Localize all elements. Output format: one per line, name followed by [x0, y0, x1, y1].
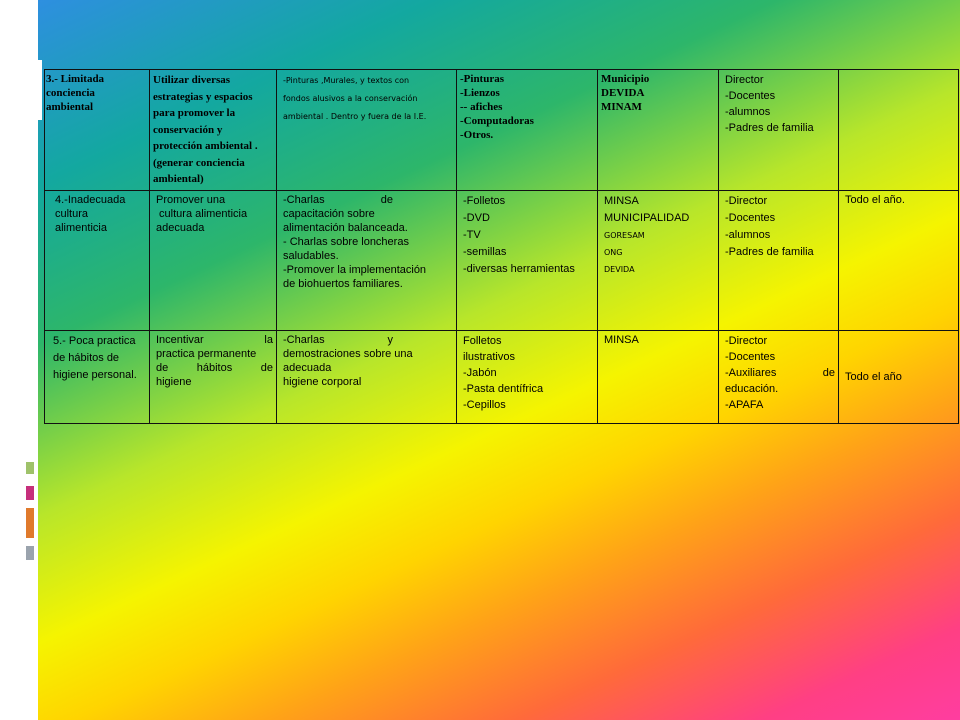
institutions-cell: MINSA: [598, 330, 719, 423]
deco-block-magenta: [26, 486, 34, 500]
responsible-cell: Director -Docentes -alumnos -Padres de familia: [719, 70, 839, 191]
deco-block-orange: [26, 508, 34, 538]
institutions-cell: MINSA MUNICIPALIDAD GORESAM ONG DEVIDA: [598, 190, 719, 330]
schedule-cell: [839, 70, 959, 191]
problem-cell: 3.- Limitada conciencia ambiental: [45, 70, 150, 191]
institutions-cell: Municipio DEVIDA MINAM: [598, 70, 719, 191]
corner-marker-3: [22, 60, 30, 120]
table-row: [45, 330, 959, 423]
corner-marker-2: [18, 49, 38, 57]
corner-marker-5: [38, 60, 42, 120]
resources-cell: Folletos ilustrativos -Jabón -Pasta dentífrica -Cepillos: [457, 330, 598, 423]
objective-cell: Utilizar diversas estrategias y espacios para promover la conservación y protección ambiental . (generar conciencia ambiental): [150, 70, 277, 191]
deco-block-gray: [26, 546, 34, 560]
plan-table: [44, 69, 959, 424]
activities-cell: -Charlas y demostraciones sobre una adecuada higiene corporal: [277, 330, 457, 423]
deco-block-green: [26, 462, 34, 474]
problem-cell: 5.- Poca practica de hábitos de higiene personal.: [45, 330, 150, 423]
responsible-cell: -Director -Docentes -alumnos -Padres de familia: [719, 190, 839, 330]
corner-marker-1: [18, 38, 38, 46]
schedule-cell: Todo el año: [839, 330, 959, 423]
resources-cell: -Folletos -DVD -TV -semillas -diversas herramientas: [457, 190, 598, 330]
activities-cell: -Charlas de capacitación sobre alimentación balanceada. - Charlas sobre loncheras saludables. -Promover la implementación de biohuertos familiares.: [277, 190, 457, 330]
activities-cell: -Pinturas ,Murales, y textos con fondos alusivos a la conservación ambiental . Dentro y fuera de la I.E.: [277, 70, 457, 191]
corner-marker-4: [33, 60, 37, 120]
table-row: [45, 190, 959, 330]
objective-cell: Incentivar la practica permanente de hábitos de higiene: [150, 330, 277, 423]
problem-cell: 4.-Inadecuada cultura alimenticia: [45, 190, 150, 330]
schedule-cell: Todo el año.: [839, 190, 959, 330]
objective-cell: Promover una cultura alimenticia adecuada: [150, 190, 277, 330]
responsible-cell: -Director -Docentes -Auxiliares de educación. -APAFA: [719, 330, 839, 423]
table-row: [45, 70, 959, 191]
resources-cell: -Pinturas -Lienzos -- afiches -Computadoras -Otros.: [457, 70, 598, 191]
